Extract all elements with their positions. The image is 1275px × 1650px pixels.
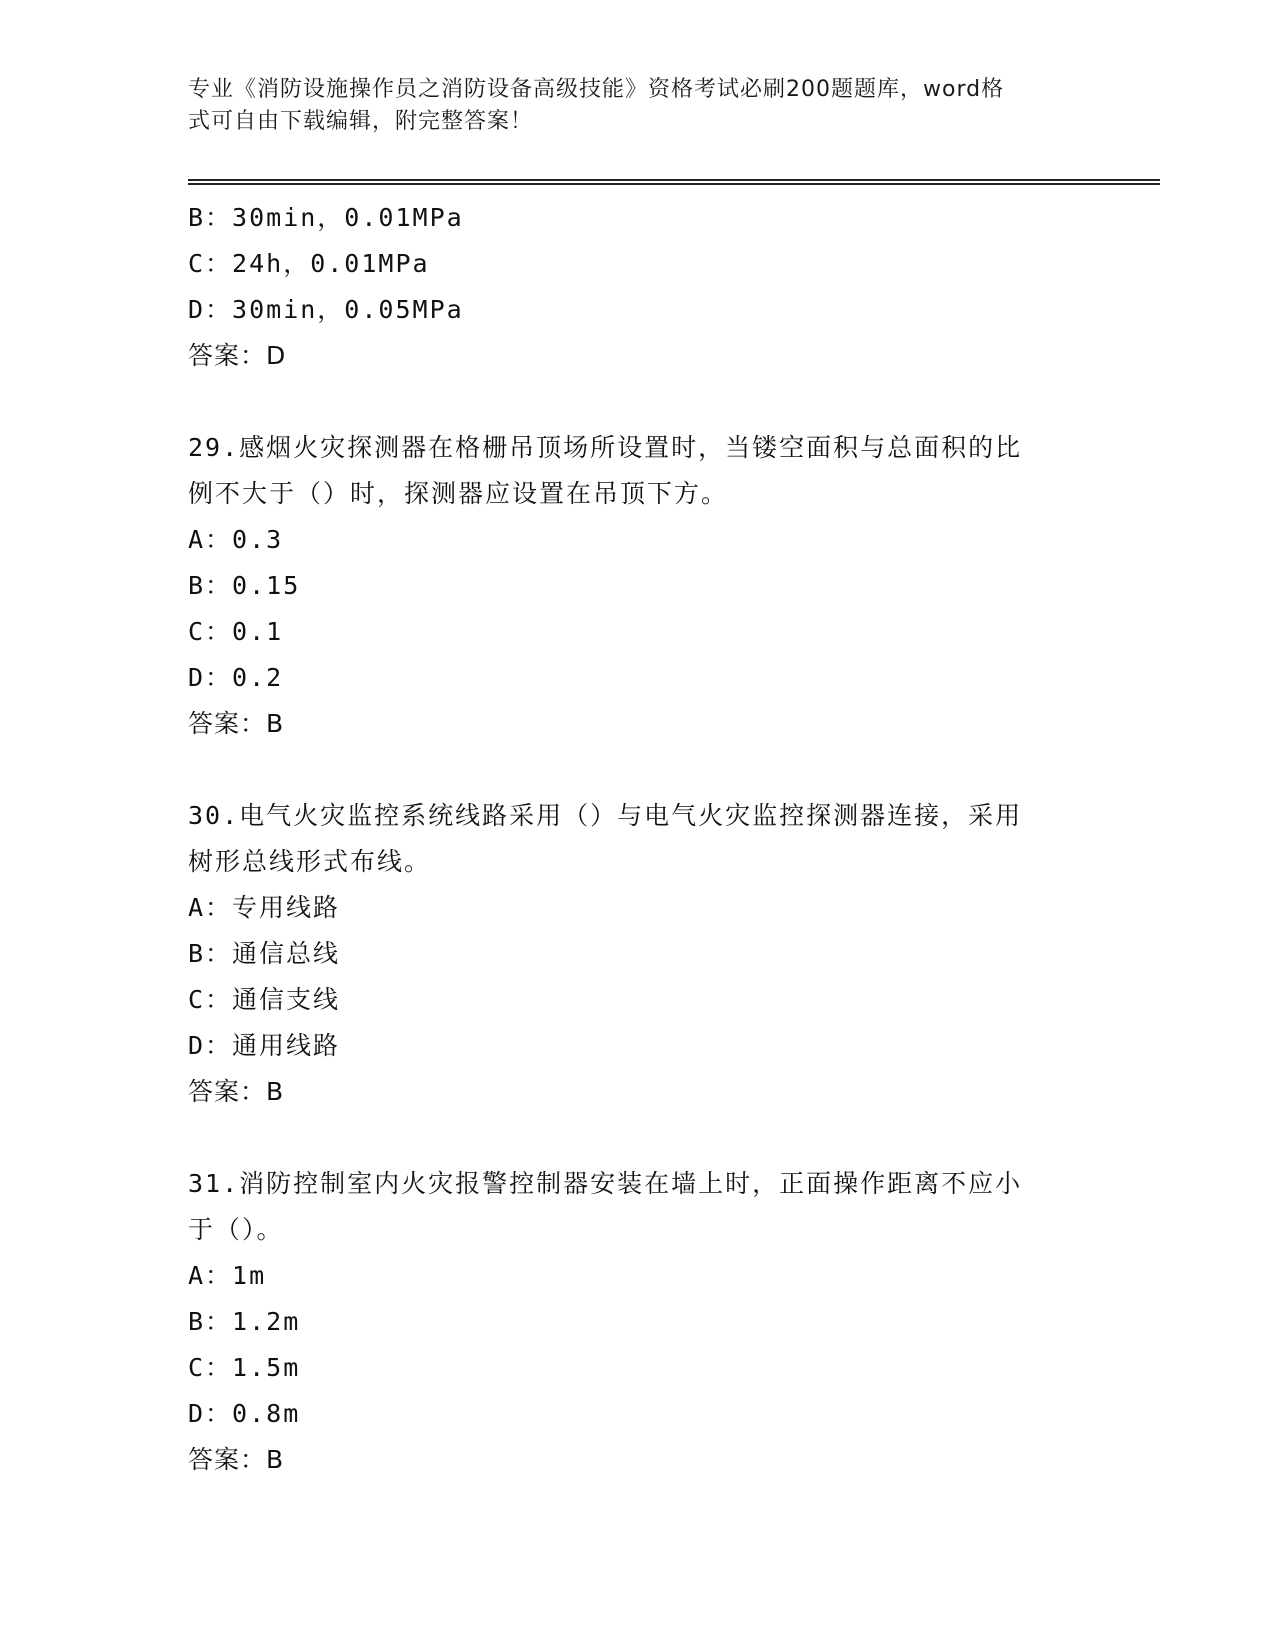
option-d: D：30min，0.05MPa — [188, 295, 464, 324]
question-stem-line-1: 29.感烟火灾探测器在格栅吊顶场所设置时，当镂空面积与总面积的比 — [188, 433, 1023, 462]
option-a: A：专用线路 — [188, 893, 341, 922]
document-header — [188, 74, 1068, 138]
header-rule-thick — [188, 183, 1160, 185]
answer-line: 答案：B — [188, 1445, 285, 1474]
question-stem-line-1: 30.电气火灾监控系统线路采用（）与电气火灾监控探测器连接，采用 — [188, 801, 1023, 830]
option-b: B：30min，0.01MPa — [188, 203, 464, 232]
option-c: C：24h，0.01MPa — [188, 249, 430, 278]
option-c: C：通信支线 — [188, 985, 341, 1014]
answer-line: 答案：D — [188, 341, 287, 370]
option-d: D：0.8m — [188, 1399, 301, 1428]
question-list — [188, 195, 1088, 1483]
option-d: D：0.2 — [188, 663, 284, 692]
question-stem-line-1: 31.消防控制室内火灾报警控制器安装在墙上时，正面操作距离不应小 — [188, 1169, 1023, 1198]
option-d: D：通用线路 — [188, 1031, 341, 1060]
option-b: B：1.2m — [188, 1307, 301, 1336]
question-stem-line-2: 例不大于（）时，探测器应设置在吊顶下方。 — [188, 479, 729, 508]
spacer — [188, 747, 1088, 793]
question-30 — [188, 793, 1088, 1115]
option-a: A：0.3 — [188, 525, 284, 554]
question-29 — [188, 425, 1088, 747]
spacer — [188, 1115, 1088, 1161]
question-stem-line-2: 于（）。 — [188, 1215, 284, 1244]
header-line-1: 专业《消防设施操作员之消防设备高级技能》资格考试必刷200题题库，word格 — [188, 77, 1005, 102]
header-line-2: 式可自由下载编辑，附完整答案！ — [188, 109, 534, 134]
option-c: C：1.5m — [188, 1353, 301, 1382]
header-rule-thin — [188, 179, 1160, 181]
answer-line: 答案：B — [188, 1077, 285, 1106]
answer-line: 答案：B — [188, 709, 285, 738]
previous-question-tail — [188, 195, 1088, 379]
option-b: B：通信总线 — [188, 939, 341, 968]
option-a: A：1m — [188, 1261, 267, 1290]
question-stem-line-2: 树形总线形式布线。 — [188, 847, 432, 876]
option-c: C：0.1 — [188, 617, 284, 646]
spacer — [188, 379, 1088, 425]
option-b: B：0.15 — [188, 571, 301, 600]
question-31 — [188, 1161, 1088, 1483]
